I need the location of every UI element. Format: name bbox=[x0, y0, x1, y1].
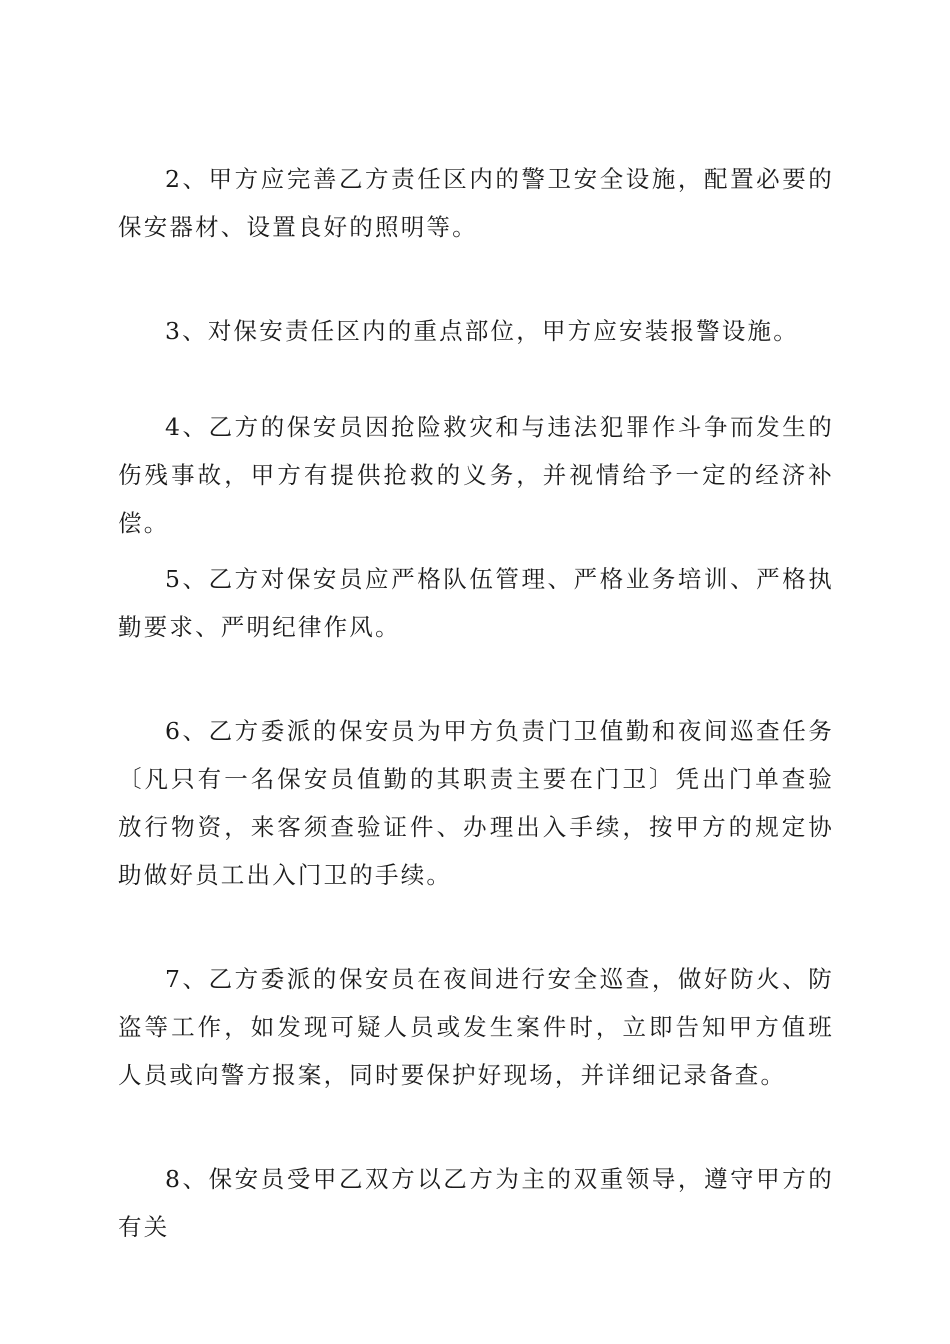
clause-4-paragraph: 4、乙方的保安员因抢险救灾和与违法犯罪作斗争而发生的伤残事故，甲方有提供抢救的义务，并视情给予一定的经济补偿。 bbox=[118, 413, 834, 537]
clause-6-paragraph: 6、乙方委派的保安员为甲方负责门卫值勤和夜间巡查任务〔凡只有一名保安员值勤的其职责主要在门卫〕凭出门单查验放行物资，来客须查验证件、办理出入手续，按甲方的规定协助做好员工出入门卫的手续。 bbox=[118, 717, 834, 889]
clause-7-paragraph: 7、乙方委派的保安员在夜间进行安全巡查，做好防火、防盗等工作，如发现可疑人员或发生案件时，立即告知甲方值班人员或向警方报案，同时要保护好现场，并详细记录备查。 bbox=[118, 965, 834, 1089]
clause-3-paragraph: 3、对保安责任区内的重点部位，甲方应安装报警设施。 bbox=[165, 317, 799, 345]
clause-8-paragraph: 8、保安员受甲乙双方以乙方为主的双重领导，遵守甲方的有关 bbox=[118, 1165, 834, 1241]
clause-5-paragraph: 5、乙方对保安员应严格队伍管理、严格业务培训、严格执勤要求、严明纪律作风。 bbox=[118, 565, 834, 641]
clause-2-paragraph: 2、甲方应完善乙方责任区内的警卫安全设施，配置必要的保安器材、设置良好的照明等。 bbox=[118, 165, 834, 241]
